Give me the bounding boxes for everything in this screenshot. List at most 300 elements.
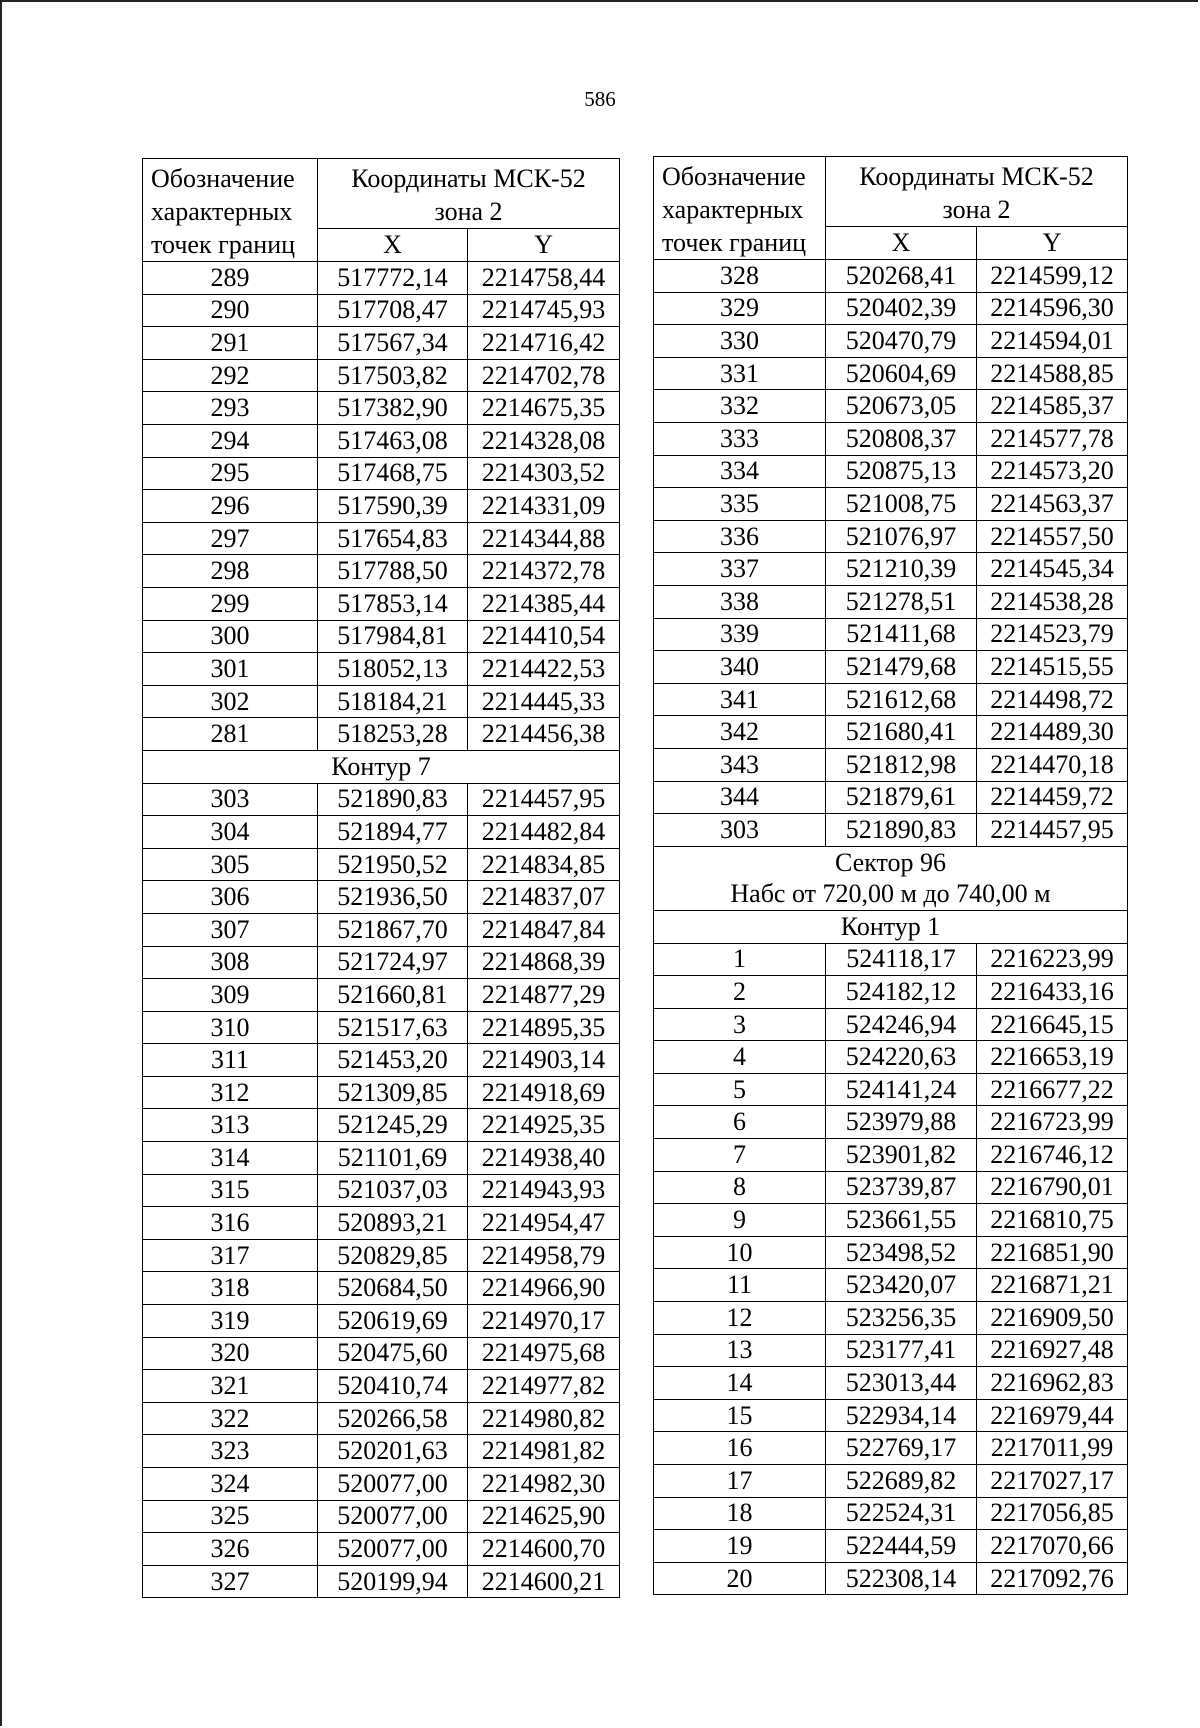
- point-number: 12: [654, 1302, 826, 1335]
- point-number: 320: [143, 1337, 318, 1370]
- coord-x: 522524,31: [826, 1497, 977, 1530]
- coord-x: 521894,77: [318, 816, 468, 849]
- coord-x: 523739,87: [826, 1171, 977, 1204]
- table-row: [143, 685, 620, 718]
- header-designation: [654, 157, 826, 260]
- point-number: 341: [654, 683, 826, 716]
- point-number: 328: [654, 260, 826, 293]
- table-row: [654, 455, 1128, 488]
- table-row: [654, 520, 1128, 553]
- coord-y: 2216746,12: [977, 1139, 1128, 1172]
- coord-x: 521680,41: [826, 716, 977, 749]
- point-number: 4: [654, 1041, 826, 1074]
- table-row: [143, 1272, 620, 1305]
- table-row: [654, 781, 1128, 814]
- point-number: 6: [654, 1106, 826, 1139]
- point-number: 338: [654, 585, 826, 618]
- coord-y: 2214834,85: [468, 848, 620, 881]
- coord-x: 517503,82: [318, 359, 468, 392]
- point-number: 319: [143, 1305, 318, 1338]
- coord-y: 2214625,90: [468, 1500, 620, 1533]
- table-row: [654, 1171, 1128, 1204]
- coord-y: 2214702,78: [468, 359, 620, 392]
- coord-y: 2214600,70: [468, 1533, 620, 1566]
- point-number: 19: [654, 1530, 826, 1563]
- table-row: [143, 587, 620, 620]
- coord-x: 522308,14: [826, 1562, 977, 1595]
- coord-x: 518253,28: [318, 718, 468, 751]
- coord-x: 521309,85: [318, 1076, 468, 1109]
- table-row: [654, 553, 1128, 586]
- coord-x: 520410,74: [318, 1370, 468, 1403]
- point-number: 299: [143, 587, 318, 620]
- table-row: [654, 390, 1128, 423]
- coord-y: 2214847,84: [468, 913, 620, 946]
- coord-x: 518184,21: [318, 685, 468, 718]
- point-number: 281: [143, 718, 318, 751]
- coord-x: 521453,20: [318, 1044, 468, 1077]
- table-row: [654, 1465, 1128, 1498]
- coord-y: 2217092,76: [977, 1562, 1128, 1595]
- coord-y: 2216723,99: [977, 1106, 1128, 1139]
- coord-x: 521879,61: [826, 781, 977, 814]
- table-row: [143, 1402, 620, 1435]
- point-number: 14: [654, 1367, 826, 1400]
- point-number: 16: [654, 1432, 826, 1465]
- coord-y: 2214982,30: [468, 1468, 620, 1501]
- coord-y: 2216909,50: [977, 1302, 1128, 1335]
- point-number: 306: [143, 881, 318, 914]
- coord-x: 523979,88: [826, 1106, 977, 1139]
- coordinates-table-right: [653, 156, 1128, 1595]
- table-row: [143, 1109, 620, 1142]
- coord-y: 2214970,17: [468, 1305, 620, 1338]
- point-number: 322: [143, 1402, 318, 1435]
- table-row: [654, 1399, 1128, 1432]
- coord-y: 2214410,54: [468, 620, 620, 653]
- coord-x: 521612,68: [826, 683, 977, 716]
- coord-x: 520604,69: [826, 357, 977, 390]
- section-label: Набс от 720,00 м до 740,00 м: [654, 878, 1128, 910]
- coord-y: 2217070,66: [977, 1530, 1128, 1563]
- coord-y: 2214966,90: [468, 1272, 620, 1305]
- point-number: 20: [654, 1562, 826, 1595]
- coord-y: 2214331,09: [468, 490, 620, 523]
- coord-y: 2214344,88: [468, 522, 620, 555]
- point-number: 294: [143, 425, 318, 458]
- point-number: 312: [143, 1076, 318, 1109]
- header-designation-line: точек границ: [151, 230, 296, 260]
- coord-y: 2217027,17: [977, 1465, 1128, 1498]
- table-row: [654, 1041, 1128, 1074]
- point-number: 297: [143, 522, 318, 555]
- table-row: [143, 1468, 620, 1501]
- coord-y: 2214980,82: [468, 1402, 620, 1435]
- point-number: 3: [654, 1008, 826, 1041]
- table-row: [143, 1207, 620, 1240]
- coord-x: 517853,14: [318, 587, 468, 620]
- section-row: [143, 750, 620, 783]
- point-number: 316: [143, 1207, 318, 1240]
- coord-x: 520829,85: [318, 1239, 468, 1272]
- table-row: [143, 1565, 620, 1598]
- point-number: 293: [143, 392, 318, 425]
- coord-x: 518052,13: [318, 653, 468, 686]
- coord-x: 523420,07: [826, 1269, 977, 1302]
- coord-y: 2214903,14: [468, 1044, 620, 1077]
- point-number: 309: [143, 979, 318, 1012]
- coord-y: 2214943,93: [468, 1174, 620, 1207]
- coord-x: 521950,52: [318, 848, 468, 881]
- coord-x: 520266,58: [318, 1402, 468, 1435]
- coord-x: 520199,94: [318, 1565, 468, 1598]
- table-row: [143, 392, 620, 425]
- table-row: [143, 327, 620, 360]
- table-row: [654, 488, 1128, 521]
- coord-x: 521037,03: [318, 1174, 468, 1207]
- coord-y: 2214577,78: [977, 423, 1128, 456]
- header-coordinates: [826, 157, 1128, 227]
- point-number: 291: [143, 327, 318, 360]
- point-number: 332: [654, 390, 826, 423]
- point-number: 317: [143, 1239, 318, 1272]
- header-designation-line: точек границ: [662, 228, 807, 258]
- coord-y: 2216810,75: [977, 1204, 1128, 1237]
- coord-x: 524141,24: [826, 1073, 977, 1106]
- table-row: [143, 1305, 620, 1338]
- coord-y: 2216653,19: [977, 1041, 1128, 1074]
- coord-x: 524118,17: [826, 943, 977, 976]
- coord-x: 517772,14: [318, 262, 468, 295]
- table-row: [143, 1142, 620, 1175]
- point-number: 333: [654, 423, 826, 456]
- coord-y: 2216223,99: [977, 943, 1128, 976]
- point-number: 10: [654, 1236, 826, 1269]
- coord-y: 2214837,07: [468, 881, 620, 914]
- coord-x: 521210,39: [826, 553, 977, 586]
- table-row: [654, 423, 1128, 456]
- table-row: [654, 1367, 1128, 1400]
- point-number: 305: [143, 848, 318, 881]
- point-number: 300: [143, 620, 318, 653]
- table-row: [143, 881, 620, 914]
- coord-y: 2214585,37: [977, 390, 1128, 423]
- table-row: [143, 913, 620, 946]
- coord-y: 2214470,18: [977, 748, 1128, 781]
- section-row: [654, 846, 1128, 878]
- coord-y: 2216645,15: [977, 1008, 1128, 1041]
- coord-y: 2214445,33: [468, 685, 620, 718]
- point-number: 330: [654, 325, 826, 358]
- coord-x: 521479,68: [826, 651, 977, 684]
- table-row: [654, 814, 1128, 847]
- table-row: [654, 683, 1128, 716]
- table-row: [143, 718, 620, 751]
- table-row: [143, 1044, 620, 1077]
- table-row: [143, 1337, 620, 1370]
- point-number: 1: [654, 943, 826, 976]
- point-number: 339: [654, 618, 826, 651]
- table-row: [143, 1500, 620, 1533]
- coord-y: 2214954,47: [468, 1207, 620, 1240]
- table-row: [143, 1533, 620, 1566]
- coord-x: 521008,75: [826, 488, 977, 521]
- table-row: [143, 1435, 620, 1468]
- coord-x: 521278,51: [826, 585, 977, 618]
- coord-x: 521812,98: [826, 748, 977, 781]
- table-row: [654, 748, 1128, 781]
- point-number: 13: [654, 1334, 826, 1367]
- table-row: [654, 1432, 1128, 1465]
- section-row: [654, 910, 1128, 943]
- coord-x: 521936,50: [318, 881, 468, 914]
- coord-y: 2214422,53: [468, 653, 620, 686]
- point-number: 307: [143, 913, 318, 946]
- header-row: [654, 157, 1128, 227]
- point-number: 323: [143, 1435, 318, 1468]
- table-row: [654, 585, 1128, 618]
- point-number: 9: [654, 1204, 826, 1237]
- coord-x: 521245,29: [318, 1109, 468, 1142]
- coord-x: 522689,82: [826, 1465, 977, 1498]
- header-coordinates-line: зона 2: [434, 197, 503, 227]
- coord-y: 2216677,22: [977, 1073, 1128, 1106]
- point-number: 337: [654, 553, 826, 586]
- coord-y: 2214716,42: [468, 327, 620, 360]
- table-row: [654, 618, 1128, 651]
- table-left-body: [143, 159, 620, 1598]
- coord-y: 2214758,44: [468, 262, 620, 295]
- table-row: [654, 976, 1128, 1009]
- coord-y: 2214303,52: [468, 457, 620, 490]
- section-label: Сектор 96: [654, 846, 1128, 878]
- coord-y: 2214958,79: [468, 1239, 620, 1272]
- table-row: [143, 1011, 620, 1044]
- point-number: 326: [143, 1533, 318, 1566]
- coord-x: 521724,97: [318, 946, 468, 979]
- coord-y: 2216962,83: [977, 1367, 1128, 1400]
- point-number: 11: [654, 1269, 826, 1302]
- coord-y: 2214385,44: [468, 587, 620, 620]
- coord-x: 524182,12: [826, 976, 977, 1009]
- point-number: 327: [143, 1565, 318, 1598]
- point-number: 315: [143, 1174, 318, 1207]
- coord-y: 2214975,68: [468, 1337, 620, 1370]
- coord-y: 2214918,69: [468, 1076, 620, 1109]
- point-number: 329: [654, 292, 826, 325]
- coordinates-table-left: [142, 158, 620, 1598]
- header-coordinates: [318, 159, 620, 229]
- point-number: 321: [143, 1370, 318, 1403]
- table-row: [143, 620, 620, 653]
- header-coordinates-line: Координаты МСК-52: [351, 164, 586, 193]
- table-row: [143, 783, 620, 816]
- coord-x: 523013,44: [826, 1367, 977, 1400]
- coord-y: 2214459,72: [977, 781, 1128, 814]
- point-number: 325: [143, 1500, 318, 1533]
- coord-y: 2216790,01: [977, 1171, 1128, 1204]
- point-number: 340: [654, 651, 826, 684]
- coord-y: 2216871,21: [977, 1269, 1128, 1302]
- coord-x: 520077,00: [318, 1533, 468, 1566]
- coord-x: 520268,41: [826, 260, 977, 293]
- table-row: [143, 946, 620, 979]
- coord-x: 520077,00: [318, 1468, 468, 1501]
- coord-x: 520684,50: [318, 1272, 468, 1305]
- table-row: [654, 716, 1128, 749]
- point-number: 5: [654, 1073, 826, 1106]
- coord-y: 2214515,55: [977, 651, 1128, 684]
- point-number: 290: [143, 294, 318, 327]
- coord-x: 520808,37: [826, 423, 977, 456]
- section-label: Контур 1: [654, 910, 1128, 943]
- coord-x: 520673,05: [826, 390, 977, 423]
- point-number: 7: [654, 1139, 826, 1172]
- table-row: [143, 555, 620, 588]
- table-row: [654, 651, 1128, 684]
- coord-y: 2214981,82: [468, 1435, 620, 1468]
- coord-y: 2217011,99: [977, 1432, 1128, 1465]
- coord-x: 520619,69: [318, 1305, 468, 1338]
- coord-x: 521890,83: [318, 783, 468, 816]
- coord-x: 524246,94: [826, 1008, 977, 1041]
- coord-x: 517590,39: [318, 490, 468, 523]
- point-number: 18: [654, 1497, 826, 1530]
- coord-y: 2214372,78: [468, 555, 620, 588]
- coord-x: 520470,79: [826, 325, 977, 358]
- table-row: [143, 653, 620, 686]
- table-row: [143, 1174, 620, 1207]
- coord-y: 2216851,90: [977, 1236, 1128, 1269]
- coord-y: 2216927,48: [977, 1334, 1128, 1367]
- coord-x: 520875,13: [826, 455, 977, 488]
- point-number: 15: [654, 1399, 826, 1432]
- coord-y: 2214594,01: [977, 325, 1128, 358]
- coord-y: 2214977,82: [468, 1370, 620, 1403]
- coord-x: 517463,08: [318, 425, 468, 458]
- point-number: 296: [143, 490, 318, 523]
- header-row: [143, 159, 620, 229]
- table-row: [143, 1239, 620, 1272]
- coord-x: 517708,47: [318, 294, 468, 327]
- section-label: Контур 7: [143, 750, 620, 783]
- table-row: [654, 1106, 1128, 1139]
- point-number: 308: [143, 946, 318, 979]
- coord-x: 523498,52: [826, 1236, 977, 1269]
- coord-x: 521411,68: [826, 618, 977, 651]
- coord-x: 520475,60: [318, 1337, 468, 1370]
- point-number: 8: [654, 1171, 826, 1204]
- coord-y: 2214868,39: [468, 946, 620, 979]
- table-row: [654, 943, 1128, 976]
- coord-x: 523177,41: [826, 1334, 977, 1367]
- coord-x: 521867,70: [318, 913, 468, 946]
- point-number: 334: [654, 455, 826, 488]
- coord-y: 2214498,72: [977, 683, 1128, 716]
- coord-y: 2214588,85: [977, 357, 1128, 390]
- table-row: [143, 359, 620, 392]
- coord-y: 2214457,95: [468, 783, 620, 816]
- point-number: 2: [654, 976, 826, 1009]
- table-row: [143, 816, 620, 849]
- table-row: [143, 294, 620, 327]
- table-row: [143, 1076, 620, 1109]
- coord-y: 2214596,30: [977, 292, 1128, 325]
- coord-y: 2214573,20: [977, 455, 1128, 488]
- coord-y: 2217056,85: [977, 1497, 1128, 1530]
- table-row: [143, 979, 620, 1012]
- point-number: 302: [143, 685, 318, 718]
- point-number: 343: [654, 748, 826, 781]
- coord-y: 2214938,40: [468, 1142, 620, 1175]
- table-row: [143, 425, 620, 458]
- header-x: X: [318, 229, 468, 262]
- table-right-body: [654, 157, 1128, 1595]
- header-designation-line: Обозначение: [151, 164, 295, 193]
- coord-x: 521101,69: [318, 1142, 468, 1175]
- coord-y: 2216433,16: [977, 976, 1128, 1009]
- point-number: 292: [143, 359, 318, 392]
- table-row: [654, 1334, 1128, 1367]
- coord-x: 523661,55: [826, 1204, 977, 1237]
- header-coordinates-line: Координаты МСК-52: [859, 162, 1094, 191]
- point-number: 311: [143, 1044, 318, 1077]
- coord-y: 2216979,44: [977, 1399, 1128, 1432]
- coord-y: 2214328,08: [468, 425, 620, 458]
- coord-y: 2214675,35: [468, 392, 620, 425]
- point-number: 17: [654, 1465, 826, 1498]
- table-row: [654, 292, 1128, 325]
- header-designation-line: Обозначение: [662, 162, 806, 191]
- point-number: 289: [143, 262, 318, 295]
- point-number: 314: [143, 1142, 318, 1175]
- coord-x: 517468,75: [318, 457, 468, 490]
- table-row: [654, 357, 1128, 390]
- table-row: [654, 1530, 1128, 1563]
- header-coordinates-line: зона 2: [942, 195, 1011, 225]
- coord-x: 523901,82: [826, 1139, 977, 1172]
- coord-x: 520201,63: [318, 1435, 468, 1468]
- table-row: [654, 1236, 1128, 1269]
- header-designation: [143, 159, 318, 262]
- coord-y: 2214557,50: [977, 520, 1128, 553]
- coord-x: 520402,39: [826, 292, 977, 325]
- header-y: Y: [468, 229, 620, 262]
- coord-y: 2214563,37: [977, 488, 1128, 521]
- coord-y: 2214925,35: [468, 1109, 620, 1142]
- header-y: Y: [977, 227, 1128, 260]
- table-row: [654, 1073, 1128, 1106]
- coord-y: 2214482,84: [468, 816, 620, 849]
- coord-x: 517788,50: [318, 555, 468, 588]
- table-row: [143, 457, 620, 490]
- point-number: 301: [143, 653, 318, 686]
- coord-x: 520893,21: [318, 1207, 468, 1240]
- table-row: [143, 848, 620, 881]
- table-row: [654, 325, 1128, 358]
- coord-x: 521660,81: [318, 979, 468, 1012]
- coord-x: 517654,83: [318, 522, 468, 555]
- point-number: 336: [654, 520, 826, 553]
- header-designation-line: характерных: [662, 195, 804, 225]
- coord-y: 2214600,21: [468, 1565, 620, 1598]
- coord-y: 2214456,38: [468, 718, 620, 751]
- coord-x: 524220,63: [826, 1041, 977, 1074]
- coord-x: 517984,81: [318, 620, 468, 653]
- coord-x: 517567,34: [318, 327, 468, 360]
- coord-x: 522444,59: [826, 1530, 977, 1563]
- coord-y: 2214599,12: [977, 260, 1128, 293]
